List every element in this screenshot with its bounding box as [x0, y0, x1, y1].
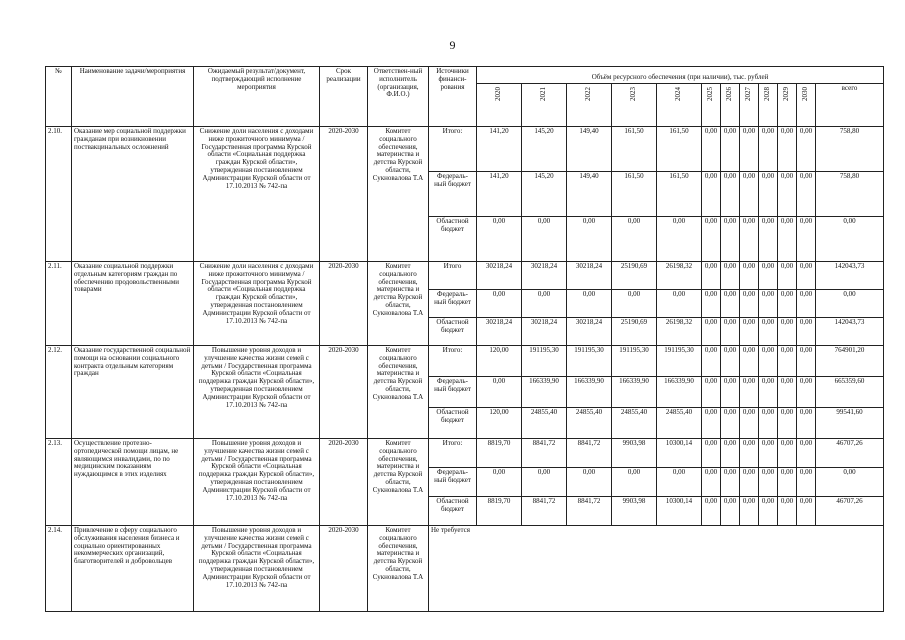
value-cell: 0,00	[759, 408, 778, 439]
value-cell: 8841,72	[522, 439, 567, 468]
value-cell: 30218,24	[522, 318, 567, 346]
value-cell: 26198,32	[657, 318, 702, 346]
value-cell: 0,00	[567, 290, 612, 318]
total-cell: 758,80	[816, 127, 884, 172]
value-cell: 0,00	[759, 217, 778, 262]
value-cell: 0,00	[702, 290, 721, 318]
source-name: Федераль-ный бюджет	[429, 468, 477, 497]
value-cell: 0,00	[759, 439, 778, 468]
source-name: Итого	[429, 262, 477, 290]
header-num: №	[46, 67, 72, 127]
value-cell: 8841,72	[567, 497, 612, 526]
value-cell: 0,00	[612, 468, 657, 497]
value-cell: 145,20	[522, 127, 567, 172]
value-cell: 0,00	[778, 172, 797, 217]
total-cell: 758,80	[816, 172, 884, 217]
value-cell: 0,00	[740, 468, 759, 497]
value-cell: 0,00	[721, 439, 740, 468]
value-cell: 0,00	[797, 290, 816, 318]
value-cell: 0,00	[740, 497, 759, 526]
value-cell: 0,00	[702, 217, 721, 262]
value-cell: 0,00	[740, 377, 759, 408]
row-term: 2020-2030	[320, 346, 368, 439]
value-cell: 24855,40	[567, 408, 612, 439]
value-cell: 30218,24	[522, 262, 567, 290]
source-name: Областной бюджет	[429, 497, 477, 526]
row-term: 2020-2030	[320, 262, 368, 346]
row-executor: Комитет социального обеспечения, материнства и детства Курской области, Сукновалова Т.А	[368, 439, 429, 526]
header-task: Наименование задачи/мероприятия	[72, 67, 194, 127]
header-term: Срок реализации	[320, 67, 368, 127]
value-cell: 0,00	[797, 377, 816, 408]
value-cell: 166339,90	[612, 377, 657, 408]
total-cell: 46707,26	[816, 439, 884, 468]
value-cell: 141,20	[477, 127, 522, 172]
value-cell: 30218,24	[477, 318, 522, 346]
table-row	[46, 262, 884, 290]
value-cell: 0,00	[778, 377, 797, 408]
row-number: 2.13.	[46, 439, 72, 526]
source-name: Итого:	[429, 346, 477, 377]
value-cell: 0,00	[778, 346, 797, 377]
value-cell: 8819,70	[477, 497, 522, 526]
value-cell: 0,00	[721, 318, 740, 346]
row-result: Снижение доли населения с доходами ниже прожиточного минимума / Государственная программа Курской области «Социальная поддержка граждан Курской области», утвержденная постановлением Администрации Курской области от 17.10.2013 № 742-па	[194, 262, 320, 346]
row-result: Снижение доли населения с доходами ниже прожиточного минимума / Государственная программа Курской области «Социальная поддержка граждан Курской области», утвержденная постановлением Администрации Курской области от 17.10.2013 № 742-па	[194, 127, 320, 262]
value-cell: 30218,24	[567, 318, 612, 346]
total-cell: 0,00	[816, 468, 884, 497]
header-year: 2022	[567, 84, 612, 127]
value-cell: 24855,40	[612, 408, 657, 439]
row-number: 2.11.	[46, 262, 72, 346]
row-result: Повышение уровня доходов и улучшение качества жизни семей с детьми / Государственная программа Курской области «Социальная поддержка граждан Курской области», утвержденная постановлением Администрации Курской области от 17.10.2013 № 742-па	[194, 346, 320, 439]
total-cell: 142043,73	[816, 318, 884, 346]
value-cell: 0,00	[797, 127, 816, 172]
value-cell: 0,00	[797, 439, 816, 468]
value-cell: 30218,24	[567, 262, 612, 290]
value-cell: 8841,72	[567, 439, 612, 468]
value-cell: 0,00	[797, 408, 816, 439]
header-volume: Объём ресурсного обеспечения (при наличии), тыс. рублей	[477, 67, 884, 84]
row-task: Привлечение в сферу социального обслуживания населения бизнеса и социально ориентированных некоммерческих организаций, благотворителей и добровольцев	[72, 526, 194, 612]
value-cell: 166339,90	[522, 377, 567, 408]
source-name: Федераль-ный бюджет	[429, 172, 477, 217]
value-cell: 0,00	[797, 468, 816, 497]
value-cell: 166339,90	[567, 377, 612, 408]
value-cell: 166339,90	[657, 377, 702, 408]
value-cell: 0,00	[759, 262, 778, 290]
row-task: Осуществление протезно-ортопедической помощи лицам, не являющимся инвалидами, по по медицинским показаниям нуждающимся в этих изделиях	[72, 439, 194, 526]
header-result: Ожидаемый результат/документ, подтверждающий исполнение мероприятия	[194, 67, 320, 127]
header-source: Источники финанси-рования	[429, 67, 477, 127]
header-year: 2021	[522, 84, 567, 127]
total-cell: 764901,20	[816, 346, 884, 377]
value-cell: 9903,98	[612, 439, 657, 468]
value-cell: 0,00	[740, 439, 759, 468]
header-year: 2028	[759, 84, 778, 127]
value-cell: 120,00	[477, 346, 522, 377]
value-cell: 0,00	[740, 262, 759, 290]
header-year: 2025	[702, 84, 721, 127]
total-cell: 665359,60	[816, 377, 884, 408]
header-executor: Ответствен-ный исполнитель (организация, Ф.И.О.)	[368, 67, 429, 127]
value-cell: 0,00	[797, 262, 816, 290]
value-cell: 24855,40	[522, 408, 567, 439]
value-cell: 0,00	[797, 318, 816, 346]
value-cell: 10300,14	[657, 439, 702, 468]
source-name: Федераль-ный бюджет	[429, 377, 477, 408]
row-number: 2.14.	[46, 526, 72, 612]
table-row	[46, 526, 884, 612]
value-cell: 0,00	[778, 497, 797, 526]
table-row	[46, 127, 884, 172]
value-cell: 25190,69	[612, 318, 657, 346]
value-cell: 0,00	[778, 408, 797, 439]
total-cell: 142043,73	[816, 262, 884, 290]
value-cell: 145,20	[522, 172, 567, 217]
value-cell: 0,00	[721, 172, 740, 217]
value-cell: 0,00	[759, 497, 778, 526]
value-cell: 0,00	[612, 290, 657, 318]
value-cell: 0,00	[567, 217, 612, 262]
value-cell: 0,00	[702, 346, 721, 377]
value-cell: 191195,30	[567, 346, 612, 377]
value-cell: 149,40	[567, 172, 612, 217]
value-cell: 0,00	[657, 468, 702, 497]
source-name: Областной бюджет	[429, 217, 477, 262]
value-cell: 0,00	[522, 468, 567, 497]
value-cell: 0,00	[477, 468, 522, 497]
value-cell: 0,00	[721, 346, 740, 377]
value-cell: 0,00	[759, 346, 778, 377]
row-term: 2020-2030	[320, 439, 368, 526]
resource-table	[45, 66, 884, 612]
value-cell: 0,00	[740, 408, 759, 439]
value-cell: 0,00	[721, 217, 740, 262]
value-cell: 0,00	[702, 497, 721, 526]
header-year: 2029	[778, 84, 797, 127]
value-cell: 0,00	[612, 217, 657, 262]
value-cell: 0,00	[778, 127, 797, 172]
row-executor: Комитет социального обеспечения, материнства и детства Курской области, Сукновалова Т.А	[368, 526, 429, 612]
value-cell: 0,00	[759, 127, 778, 172]
value-cell: 0,00	[702, 262, 721, 290]
value-cell: 0,00	[759, 290, 778, 318]
value-cell: 0,00	[702, 318, 721, 346]
value-cell: 8819,70	[477, 439, 522, 468]
row-note: Не требуется	[429, 526, 884, 612]
header-year: 2024	[657, 84, 702, 127]
value-cell: 0,00	[759, 318, 778, 346]
value-cell: 25190,69	[612, 262, 657, 290]
header-total: всего	[816, 84, 884, 127]
value-cell: 0,00	[778, 262, 797, 290]
total-cell: 0,00	[816, 217, 884, 262]
row-executor: Комитет социального обеспечения, материнства и детства Курской области, Сукновалова Т.А	[368, 346, 429, 439]
value-cell: 191195,30	[612, 346, 657, 377]
source-name: Областной бюджет	[429, 318, 477, 346]
row-term: 2020-2030	[320, 127, 368, 262]
page-number: 9	[449, 38, 456, 52]
value-cell: 0,00	[702, 127, 721, 172]
row-task: Оказание мер социальной поддержки гражданам при возникновении поствакцинальных осложнений	[72, 127, 194, 262]
value-cell: 161,50	[657, 127, 702, 172]
row-number: 2.10.	[46, 127, 72, 262]
value-cell: 0,00	[797, 497, 816, 526]
value-cell: 0,00	[721, 497, 740, 526]
value-cell: 191195,30	[657, 346, 702, 377]
value-cell: 9903,98	[612, 497, 657, 526]
table-body	[46, 127, 884, 612]
value-cell: 0,00	[778, 318, 797, 346]
value-cell: 24855,40	[657, 408, 702, 439]
table-row	[46, 346, 884, 377]
value-cell: 0,00	[740, 290, 759, 318]
source-name: Областной бюджет	[429, 408, 477, 439]
value-cell: 0,00	[721, 468, 740, 497]
value-cell: 30218,24	[477, 262, 522, 290]
value-cell: 0,00	[721, 290, 740, 318]
row-executor: Комитет социального обеспечения, материнства и детства Курской области, Сукновалова Т.А	[368, 127, 429, 262]
source-name: Итого:	[429, 127, 477, 172]
value-cell: 0,00	[702, 468, 721, 497]
value-cell: 0,00	[702, 408, 721, 439]
value-cell: 0,00	[778, 290, 797, 318]
source-name: Федераль-ный бюджет	[429, 290, 477, 318]
header-year: 2026	[721, 84, 740, 127]
row-task: Оказание государственной социальной помощи на основании социального контракта отдельным категориям граждан	[72, 346, 194, 439]
value-cell: 0,00	[740, 346, 759, 377]
total-cell: 46707,26	[816, 497, 884, 526]
value-cell: 0,00	[477, 290, 522, 318]
total-cell: 99541,60	[816, 408, 884, 439]
value-cell: 0,00	[759, 377, 778, 408]
table-row	[46, 439, 884, 468]
value-cell: 10300,14	[657, 497, 702, 526]
value-cell: 149,40	[567, 127, 612, 172]
value-cell: 0,00	[477, 217, 522, 262]
value-cell: 0,00	[778, 217, 797, 262]
row-term: 2020-2030	[320, 526, 368, 612]
value-cell: 0,00	[759, 172, 778, 217]
value-cell: 0,00	[702, 172, 721, 217]
value-cell: 161,50	[657, 172, 702, 217]
value-cell: 120,00	[477, 408, 522, 439]
value-cell: 0,00	[522, 290, 567, 318]
header-year: 2023	[612, 84, 657, 127]
row-result: Повышение уровня доходов и улучшение качества жизни семей с детьми / Государственная программа Курской области «Социальная поддержка граждан Курской области», утвержденная постановлением Администрации Курской области от 17.10.2013 № 742-па	[194, 526, 320, 612]
value-cell: 0,00	[740, 172, 759, 217]
source-name: Итого:	[429, 439, 477, 468]
value-cell: 0,00	[567, 468, 612, 497]
value-cell: 0,00	[740, 217, 759, 262]
value-cell: 0,00	[797, 172, 816, 217]
value-cell: 0,00	[778, 439, 797, 468]
value-cell: 191195,30	[522, 346, 567, 377]
value-cell: 0,00	[721, 127, 740, 172]
value-cell: 0,00	[778, 468, 797, 497]
row-task: Оказание социальной поддержки отдельным категориям граждан по обеспечению продовольственными товарами	[72, 262, 194, 346]
value-cell: 0,00	[721, 262, 740, 290]
value-cell: 141,20	[477, 172, 522, 217]
row-result: Повышение уровня доходов и улучшение качества жизни семей с детьми / Государственная программа Курской области «Социальная поддержка граждан Курской области», утвержденная постановлением Администрации Курской области от 17.10.2013 № 742-па	[194, 439, 320, 526]
value-cell: 0,00	[702, 439, 721, 468]
value-cell: 0,00	[657, 290, 702, 318]
header-year: 2030	[797, 84, 816, 127]
value-cell: 0,00	[740, 127, 759, 172]
row-number: 2.12.	[46, 346, 72, 439]
header-year: 2020	[477, 84, 522, 127]
value-cell: 26198,32	[657, 262, 702, 290]
value-cell: 161,50	[612, 172, 657, 217]
value-cell: 0,00	[477, 377, 522, 408]
value-cell: 0,00	[797, 346, 816, 377]
total-cell: 0,00	[816, 290, 884, 318]
value-cell: 161,50	[612, 127, 657, 172]
value-cell: 0,00	[759, 468, 778, 497]
header-year: 2027	[740, 84, 759, 127]
value-cell: 0,00	[740, 318, 759, 346]
value-cell: 0,00	[657, 217, 702, 262]
value-cell: 0,00	[721, 377, 740, 408]
value-cell: 0,00	[721, 408, 740, 439]
value-cell: 0,00	[522, 217, 567, 262]
value-cell: 8841,72	[522, 497, 567, 526]
row-executor: Комитет социального обеспечения, материнства и детства Курской области, Сукновалова Т.А	[368, 262, 429, 346]
value-cell: 0,00	[702, 377, 721, 408]
value-cell: 0,00	[797, 217, 816, 262]
